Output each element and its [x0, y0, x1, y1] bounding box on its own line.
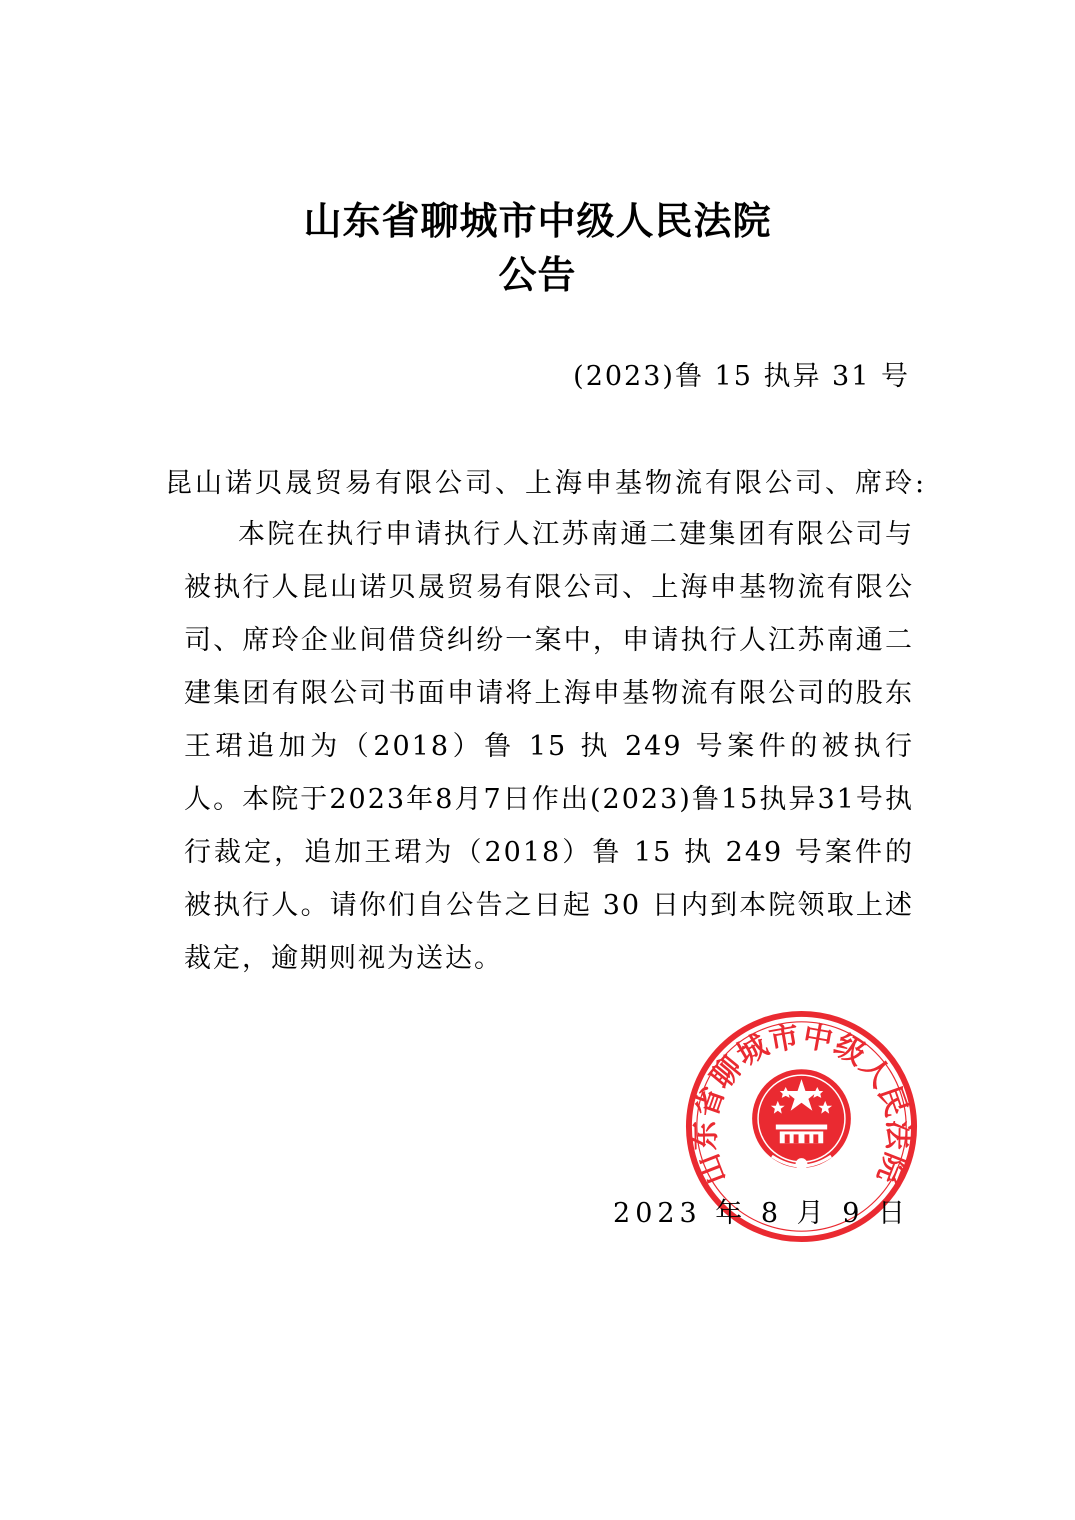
seal-arc-text: 山东省聊城市中级人民法院 [686, 1017, 917, 1190]
issue-date: 2023 年 8 月 9 日 [613, 1198, 910, 1229]
national-emblem-icon [752, 1069, 851, 1170]
case-number: (2023)鲁 15 执异 31 号 [573, 361, 910, 392]
addressee-line: 昆山诺贝晟贸易有限公司、上海申基物流有限公司、席玲: [165, 468, 928, 499]
court-name-title: 山东省聊城市中级人民法院 [303, 198, 772, 243]
notice-body: 本院在执行申请执行人江苏南通二建集团有限公司与被执行人昆山诺贝晟贸易有限公司、上海申基物流有限公司、席玲企业间借贷纠纷一案中，申请执行人江苏南通二建集团有限公司书面申请将上海申基物流有限公司的股东王珺追加为（2018）鲁 15 执 249 号案件的被执行人。本院于2023年8月7日作出(2023)鲁15执异31号执行裁定，追加王珺为（2018）鲁 15 执 249 号案件的被执行人。请你们自公告之日起 30 日内到本院领取上述裁定，逾期则视为送达。 [184, 519, 914, 974]
document-type-title: 公告 [498, 252, 577, 297]
